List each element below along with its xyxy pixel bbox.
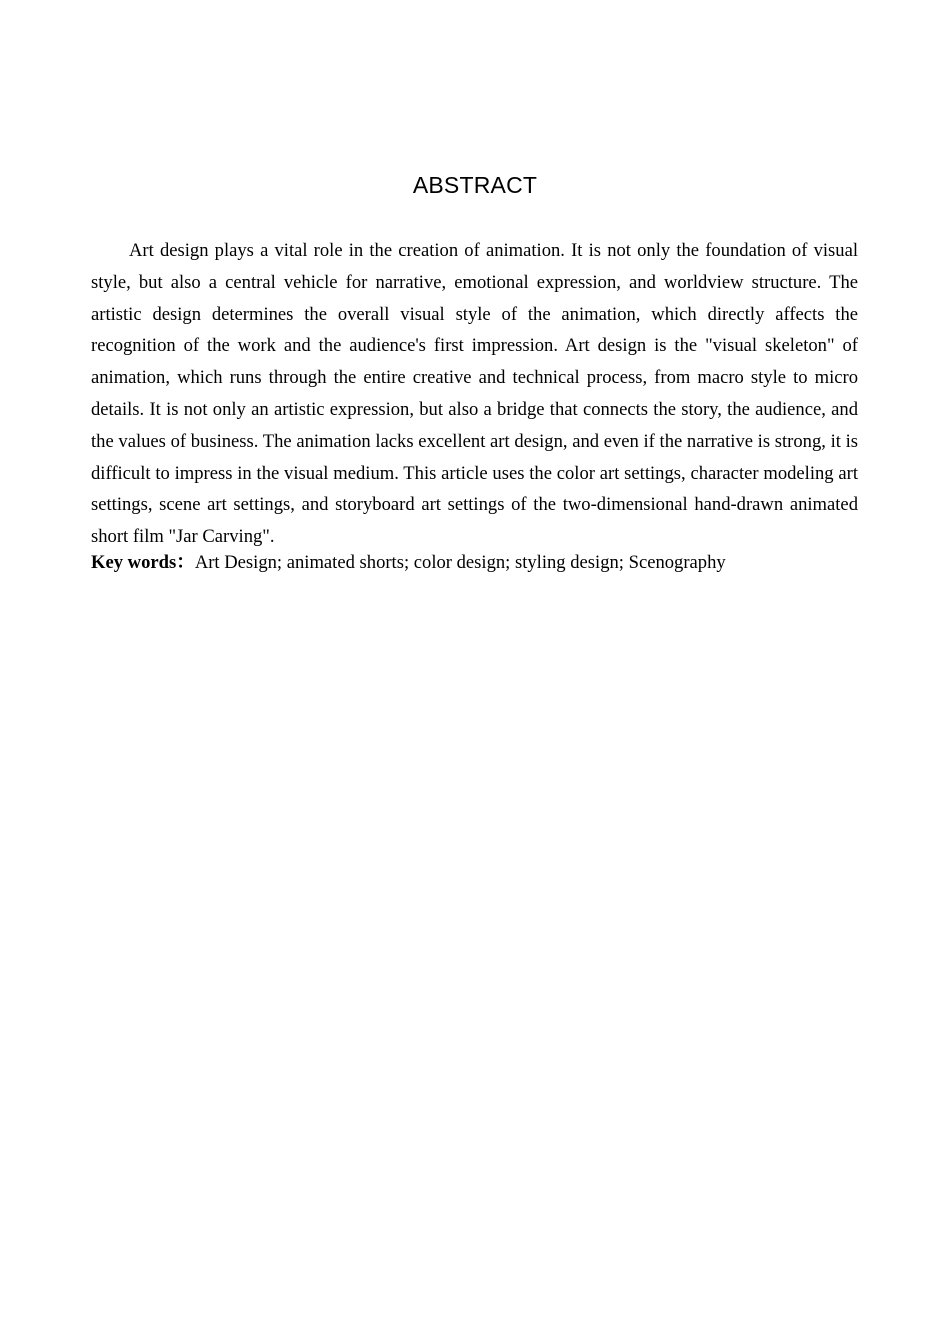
abstract-body: Art design plays a vital role in the creation of animation. It is not only the foundation of visual style, but also a central vehicle for narrative, emotional expression, and worldview structure. The artistic design determines the overall visual style of the animation, which directly affects the recognition of the work and the audience's first impression. Art design is the "visual skeleton" of animation, which runs through the entire creative and technical process, from macro style to micro details. It is not only an artistic expression, but also a bridge that connects the story, the audience, and the values of business. The animation lacks excellent art design, and even if the narrative is strong, it is difficult to impress in the visual medium. This article uses the color art settings, character modeling art settings, scene art settings, and storyboard art settings of the two-dimensional hand-drawn animated short film "Jar Carving". xyxy=(91,240,858,548)
keywords-label: Key words： xyxy=(91,552,195,573)
abstract-title: ABSTRACT xyxy=(412,172,538,198)
keywords-line xyxy=(91,549,858,577)
keywords-text: Art Design; animated shorts; color design; styling design; Scenography xyxy=(194,552,726,573)
